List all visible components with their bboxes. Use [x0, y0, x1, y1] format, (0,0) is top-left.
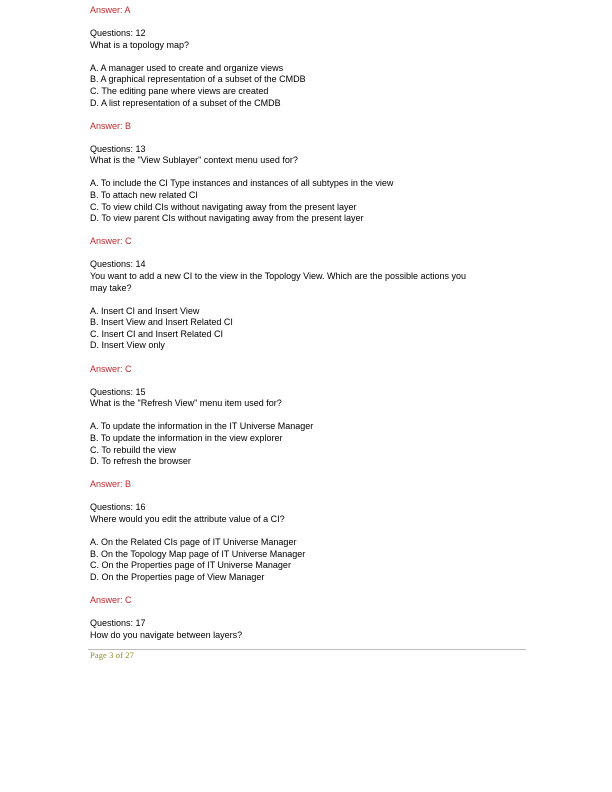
option-b: B. To update the information in the view explorer	[90, 432, 283, 443]
question-number: Questions: 17	[90, 617, 146, 628]
option-c: C. To view child CIs without navigating away from the present layer	[90, 201, 357, 212]
option-c: C. To rebuild the view	[90, 444, 176, 455]
question-block	[90, 618, 530, 641]
option-b: B. A graphical representation of a subset of the CMDB	[90, 74, 306, 85]
question-text: What is the "View Sublayer" context menu used for?	[90, 155, 298, 166]
option-b: B. On the Topology Map page of IT Universe Manager	[90, 548, 306, 559]
question-number: Questions: 15	[90, 386, 146, 397]
option-a: A. Insert CI and Insert View	[90, 305, 200, 316]
option-a: A. To update the information in the IT Universe Manager	[90, 421, 314, 432]
option-a: A. A manager used to create and organize views	[90, 62, 284, 73]
options-list	[90, 421, 530, 467]
options-list	[90, 63, 530, 109]
question-text: How do you navigate between layers?	[90, 629, 243, 640]
answer-label: Answer: C	[90, 236, 132, 247]
option-b: B. To attach new related CI	[90, 190, 198, 201]
question-text: Where would you edit the attribute value of a CI?	[90, 513, 285, 524]
answer-label: Answer: B	[90, 479, 132, 490]
option-d: D. A list representation of a subset of the CMDB	[90, 97, 281, 108]
question-number: Questions: 12	[90, 28, 146, 39]
option-a: A. On the Related CIs page of IT Universe Manager	[90, 537, 297, 547]
options-list	[90, 306, 530, 352]
answer-label: Answer: B	[90, 120, 132, 131]
footer-divider	[88, 649, 526, 650]
question-text: What is the "Refresh View" menu item used for?	[90, 398, 282, 409]
option-a: A. To include the CI Type instances and instances of all subtypes in the view	[90, 178, 394, 189]
option-d: D. On the Properties page of View Manager	[90, 571, 265, 582]
question-block	[90, 144, 530, 248]
question-text-continued: may take?	[90, 282, 132, 293]
question-block	[90, 28, 530, 132]
option-d: D. To refresh the browser	[90, 456, 191, 467]
option-c: C. On the Properties page of IT Universe Manager	[90, 560, 291, 571]
question-number: Questions: 14	[90, 259, 146, 270]
options-list	[90, 178, 530, 224]
page-number: Page 3 of 27	[90, 650, 134, 660]
answer-label: Answer: A	[90, 5, 131, 15]
options-list	[90, 537, 530, 583]
page-content	[90, 5, 530, 641]
answer-label: Answer: C	[90, 363, 132, 374]
question-text: What is a topology map?	[90, 39, 190, 50]
answer-label: Answer: C	[90, 594, 132, 605]
question-block	[90, 259, 530, 375]
question-number: Questions: 16	[90, 502, 146, 513]
question-block	[90, 502, 530, 606]
question-number: Questions: 13	[90, 143, 146, 154]
option-c: C. The editing pane where views are created	[90, 85, 269, 96]
option-d: D. Insert View only	[90, 340, 165, 351]
question-block	[90, 387, 530, 491]
option-c: C. Insert CI and Insert Related CI	[90, 328, 224, 339]
option-b: B. Insert View and Insert Related CI	[90, 317, 233, 328]
question-text: You want to add a new CI to the view in the Topology View. Which are the possible actions you	[90, 271, 467, 281]
option-d: D. To view parent CIs without navigating away from the present layer	[90, 213, 364, 224]
